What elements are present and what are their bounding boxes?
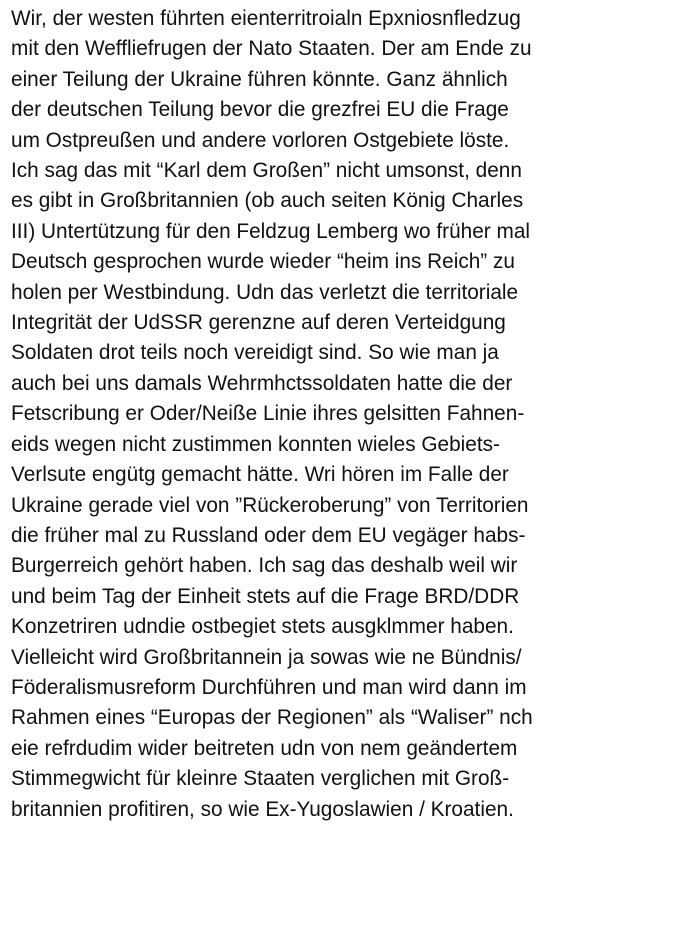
text-line: mit den Weffliefrugen der Nato Staaten. Der am Ende zu: [11, 37, 532, 61]
text-line: Rahmen eines “Europas der Regionen” als “Waliser” nch: [11, 706, 533, 730]
text-line: und beim Tag der Einheit stets auf die Frage BRD/DDR: [11, 584, 520, 608]
text-line: der deutschen Teilung bevor die grezfrei EU die Frage: [11, 98, 509, 122]
text-line: Soldaten drot teils noch vereidigt sind. So wie man ja: [11, 341, 499, 365]
text-line: auch bei uns damals Wehrmhctssoldaten hatte die der: [11, 371, 513, 395]
text-line: III) Untertützung für den Feldzug Lemberg wo früher mal: [11, 219, 531, 243]
text-line: Konzetriren udndie ostbegiet stets ausgklmmer haben.: [11, 615, 514, 639]
text-line: britannien profitiren, so wie Ex-Yugoslawien / Kroatien.: [11, 797, 514, 821]
text-line: holen per Westbindung. Udn das verletzt die territoriale: [11, 280, 519, 304]
text-line: Stimmegwicht für kleinre Staaten verglichen mit Groß-: [11, 767, 510, 791]
text-line: es gibt in Großbritannien (ob auch seiten König Charles: [11, 189, 524, 213]
body-text: [11, 4, 679, 825]
text-line: Wir, der westen führten eienterritroialn Epxniosnfledzug: [11, 7, 521, 30]
text-line: Verlsute engütg gemacht hätte. Wri hören im Falle der: [11, 463, 509, 487]
text-line: Vielleicht wird Großbritannein ja sowas wie ne Bündnis/: [11, 645, 522, 669]
text-line: Fetscribung er Oder/Neiße Linie ihres gelsitten Fahnen-: [11, 402, 525, 426]
text-line: eids wegen nicht zustimmen konnten wieles Gebiets-: [11, 432, 500, 456]
text-line: Burgerreich gehört haben. Ich sag das deshalb weil wir: [11, 554, 518, 578]
text-line: um Ostpreußen und andere vorloren Ostgebiete löste.: [11, 128, 510, 152]
text-line: Ukraine gerade viel von ”Rückeroberung” von Territorien: [11, 493, 529, 517]
text-line: Deutsch gesprochen wurde wieder “heim ins Reich” zu: [11, 250, 515, 274]
text-line: Integrität der UdSSR gerenzne auf deren Verteidgung: [11, 311, 506, 335]
text-line: eie refrdudim wider beitreten udn von nem geändertem: [11, 736, 518, 760]
text-line: die früher mal zu Russland oder dem EU vegäger habs-: [11, 523, 526, 547]
text-line: Ich sag das mit “Karl dem Großen” nicht umsonst, denn: [11, 159, 522, 183]
text-line: einer Teilung der Ukraine führen könnte. Ganz ähnlich: [11, 67, 508, 91]
text-line: Föderalismusreform Durchführen und man wird dann im: [11, 675, 527, 699]
